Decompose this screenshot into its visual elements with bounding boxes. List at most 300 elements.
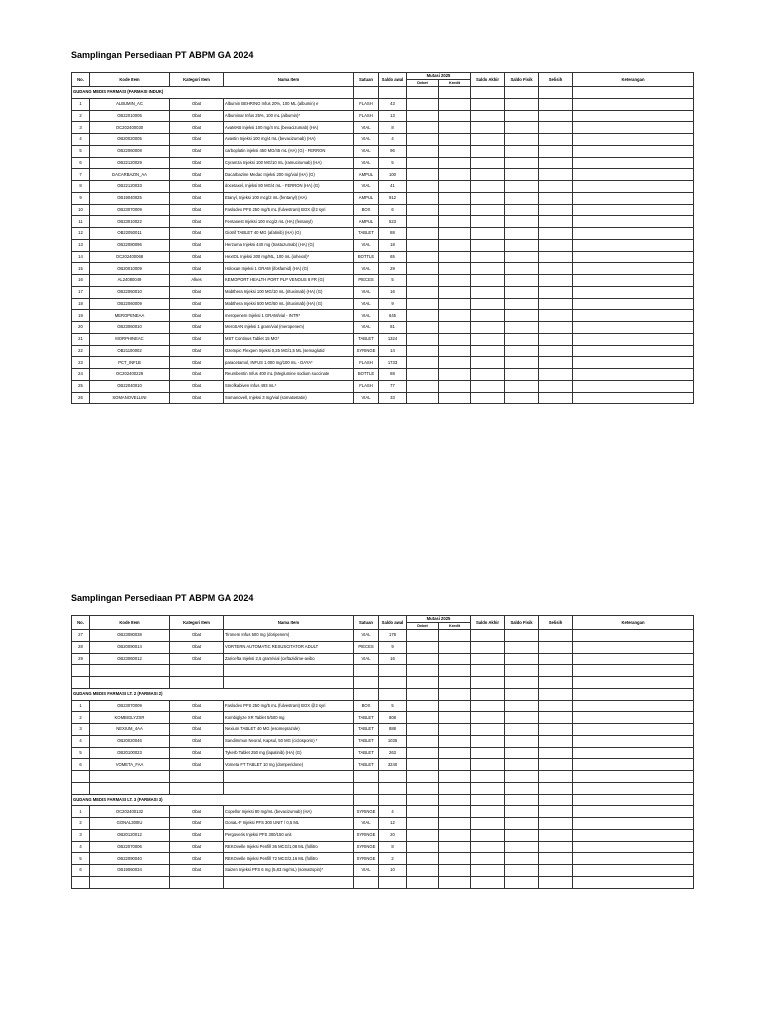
cell-debet [407, 392, 439, 404]
cell-kredit [439, 747, 471, 759]
header-debet: Debet [407, 623, 439, 630]
cell-satuan: TABLET [354, 747, 379, 759]
sheet-page-1 [71, 48, 693, 404]
cell-satuan: TABLET [354, 333, 379, 345]
cell-no: 13 [72, 239, 90, 251]
cell-kode: OB23080038 [90, 630, 170, 642]
cell-kode: OB23070009 [90, 204, 170, 216]
cell-selisih [539, 122, 573, 134]
cell-nama: Mabthera Injeksi 100 MG/10 mL (rituximab) (HA) (G) [224, 286, 354, 298]
cell-no: 4 [72, 841, 90, 853]
cell-kategori: Obat [170, 641, 224, 653]
cell-debet [407, 818, 439, 830]
cell-kategori: Obat [170, 98, 224, 110]
cell-kredit [439, 806, 471, 818]
cell-no: 5 [72, 853, 90, 865]
cell-kredit [439, 134, 471, 146]
cell-kredit [439, 251, 471, 263]
cell-nama: paracetamol, INFUS 1.000 mg/100 mL - DAYA* [224, 357, 354, 369]
cell-selisih [539, 169, 573, 181]
cell-saldo-awal: 16 [379, 286, 407, 298]
cell-saldo-akhir [471, 345, 505, 357]
cell-saldo-awal: 88 [379, 369, 407, 381]
cell-saldo-akhir [471, 653, 505, 665]
cell-kredit [439, 298, 471, 310]
cell-selisih [539, 192, 573, 204]
cell-kode: AL24080049 [90, 275, 170, 287]
cell-selisih [539, 380, 573, 392]
cell-nama: Tykerb Tablet 250 mg (lapatinib) (HA) (G) [224, 747, 354, 759]
cell-nama: Avastin Injeksi 100 mg/4 mL (bevacizumab) (HA) [224, 134, 354, 146]
cell-keterangan [573, 380, 694, 392]
cell-kategori: Obat [170, 181, 224, 193]
table-row [72, 700, 694, 712]
cell-saldo-fisik [505, 98, 539, 110]
cell-saldo-fisik [505, 345, 539, 357]
cell-saldo-akhir [471, 641, 505, 653]
cell-kode: OB20020005 [90, 134, 170, 146]
cell-kode: OB22040010 [90, 380, 170, 392]
cell-satuan: BOTTLE [354, 251, 379, 263]
cell-saldo-fisik [505, 735, 539, 747]
cell-debet [407, 829, 439, 841]
group-label: GUDANG MEDIS FARMASI (FARMASI INDUK) [72, 87, 354, 99]
cell-no: 16 [72, 275, 90, 287]
cell-selisih [539, 630, 573, 642]
cell-kategori: Obat [170, 110, 224, 122]
cell-keterangan [573, 357, 694, 369]
cell-saldo-akhir [471, 853, 505, 865]
cell-satuan: VIAL [354, 865, 379, 877]
cell-saldo-awal: 100 [379, 169, 407, 181]
header-kategori: Kategori Item [170, 73, 224, 87]
header-no: No. [72, 616, 90, 630]
header-saldo-awal: Saldo awal [379, 73, 407, 87]
header-kredit: Kredit [439, 623, 471, 630]
cell-keterangan [573, 204, 694, 216]
cell-selisih [539, 110, 573, 122]
cell-debet [407, 345, 439, 357]
cell-satuan: AMPUL [354, 192, 379, 204]
cell-no: 22 [72, 345, 90, 357]
cell-saldo-akhir [471, 333, 505, 345]
header-saldo-fisik: Saldo Fisik [505, 73, 539, 87]
cell-keterangan [573, 724, 694, 736]
table-row [72, 204, 694, 216]
cell-saldo-awal: 13 [379, 110, 407, 122]
cell-debet [407, 641, 439, 653]
cell-satuan: FLASH [354, 98, 379, 110]
cell-nama: Dacarbazine Medac Injeksi 200 mg/vial (HA) (G) [224, 169, 354, 181]
cell-saldo-awal: 12 [379, 818, 407, 830]
cell-no: 9 [72, 192, 90, 204]
cell-no: 1 [72, 700, 90, 712]
cell-kategori: Obat [170, 310, 224, 322]
cell-debet [407, 134, 439, 146]
cell-no: 3 [72, 829, 90, 841]
cell-no: 3 [72, 724, 90, 736]
table-row [72, 345, 694, 357]
cell-kategori: Obat [170, 192, 224, 204]
cell-nama: AvaMAB Injeksi 100 mg/4 mL (bevacizumab) (HA) [224, 122, 354, 134]
cell-keterangan [573, 333, 694, 345]
cell-kategori: Obat [170, 392, 224, 404]
cell-kategori: Obat [170, 286, 224, 298]
cell-selisih [539, 322, 573, 334]
header-saldo-awal: Saldo awal [379, 616, 407, 630]
cell-no: 5 [72, 747, 90, 759]
cell-kategori: Obat [170, 157, 224, 169]
cell-saldo-awal: 5 [379, 275, 407, 287]
cell-nama: KEMOPORT HEALTH PORT PLP VENOUS 8 FR (G) [224, 275, 354, 287]
empty-row [72, 876, 694, 888]
table-row [72, 298, 694, 310]
cell-saldo-awal: 8 [379, 841, 407, 853]
cell-nama: Zaricefta Injeksi 2,5 gram/vial (ceftazidime-avibo [224, 653, 354, 665]
cell-debet [407, 806, 439, 818]
cell-debet [407, 275, 439, 287]
cell-nama: Kombiglyze XR Tablet 5/500 mg [224, 712, 354, 724]
cell-kategori: Obat [170, 700, 224, 712]
cell-keterangan [573, 853, 694, 865]
table-row [72, 322, 694, 334]
empty-row [72, 782, 694, 794]
cell-selisih [539, 263, 573, 275]
cell-saldo-akhir [471, 192, 505, 204]
group-row [72, 87, 694, 99]
cell-kredit [439, 829, 471, 841]
cell-keterangan [573, 192, 694, 204]
cell-kategori: Obat [170, 841, 224, 853]
cell-selisih [539, 829, 573, 841]
cell-kredit [439, 818, 471, 830]
cell-selisih [539, 853, 573, 865]
cell-keterangan [573, 181, 694, 193]
cell-nama: Vometa FT TABLET 10 mg (domperidone) [224, 759, 354, 771]
cell-debet [407, 251, 439, 263]
cell-debet [407, 333, 439, 345]
cell-nama: Mabthera Injeksi 500 MG/50 mL (rituximab) (HA) (G) [224, 298, 354, 310]
cell-kategori: Obat [170, 298, 224, 310]
cell-saldo-fisik [505, 357, 539, 369]
table-row [72, 841, 694, 853]
cell-selisih [539, 181, 573, 193]
cell-nama: carboplatin injeksi 450 MG/45 mL (HA) (G) - FERRON [224, 145, 354, 157]
cell-saldo-awal: 16 [379, 653, 407, 665]
cell-keterangan [573, 216, 694, 228]
cell-selisih [539, 712, 573, 724]
cell-saldo-akhir [471, 392, 505, 404]
cell-saldo-fisik [505, 818, 539, 830]
cell-kode: OB22070006 [90, 841, 170, 853]
cell-satuan: VIAL [354, 818, 379, 830]
cell-keterangan [573, 286, 694, 298]
cell-kode: OC202400132 [90, 806, 170, 818]
cell-nama: Giotrif TABLET 40 MG (afatinib) (HA) (G) [224, 228, 354, 240]
header-saldo-akhir: Saldo Akhir [471, 73, 505, 87]
cell-kategori: Obat [170, 865, 224, 877]
cell-kode: OB20120012 [90, 829, 170, 841]
table-row [72, 263, 694, 275]
cell-nama: GonaL-F Injeksi PFS 300 UNIT / 0,5 ML [224, 818, 354, 830]
header-satuan: Satuan [354, 616, 379, 630]
cell-selisih [539, 700, 573, 712]
cell-kredit [439, 392, 471, 404]
cell-kredit [439, 700, 471, 712]
cell-no: 24 [72, 369, 90, 381]
table-row [72, 286, 694, 298]
cell-saldo-akhir [471, 228, 505, 240]
cell-keterangan [573, 700, 694, 712]
cell-keterangan [573, 806, 694, 818]
cell-saldo-fisik [505, 192, 539, 204]
cell-kategori: Obat [170, 251, 224, 263]
table-row [72, 357, 694, 369]
cell-kategori: Obat [170, 228, 224, 240]
cell-debet [407, 157, 439, 169]
cell-satuan: VIAL [354, 134, 379, 146]
cell-no: 2 [72, 110, 90, 122]
cell-kategori: Obat [170, 853, 224, 865]
cell-keterangan [573, 392, 694, 404]
cell-nama: Saizen Injeksi PFS 6 mg (5,83 mg/mL) (somatropin)* [224, 865, 354, 877]
table-row [72, 134, 694, 146]
cell-saldo-akhir [471, 134, 505, 146]
cell-kode: KOMBIGLYZXR [90, 712, 170, 724]
cell-saldo-awal: 14 [379, 345, 407, 357]
cell-selisih [539, 345, 573, 357]
cell-kode: MORPHINEAC [90, 333, 170, 345]
cell-saldo-akhir [471, 263, 505, 275]
cell-saldo-fisik [505, 157, 539, 169]
cell-kode: OB20090014 [90, 641, 170, 653]
cell-kode: OC202400229 [90, 369, 170, 381]
cell-satuan: BOTTLE [354, 369, 379, 381]
cell-saldo-awal: 9 [379, 641, 407, 653]
cell-satuan: PIECES [354, 275, 379, 287]
cell-saldo-akhir [471, 712, 505, 724]
cell-saldo-fisik [505, 134, 539, 146]
cell-selisih [539, 735, 573, 747]
table-row [72, 369, 694, 381]
cell-satuan: SYRINGE [354, 853, 379, 865]
header-mutasi: Mutasi 2025 [407, 73, 471, 80]
cell-kredit [439, 853, 471, 865]
cell-saldo-akhir [471, 275, 505, 287]
cell-no: 2 [72, 818, 90, 830]
cell-selisih [539, 216, 573, 228]
cell-debet [407, 110, 439, 122]
cell-saldo-akhir [471, 865, 505, 877]
cell-nama: MeroSAN Injeksi 1 gram/vial (meropenem) [224, 322, 354, 334]
cell-debet [407, 298, 439, 310]
cell-satuan: TABLET [354, 712, 379, 724]
cell-kategori: Obat [170, 759, 224, 771]
cell-satuan: TABLET [354, 228, 379, 240]
cell-no: 28 [72, 641, 90, 653]
cell-kategori: Obat [170, 134, 224, 146]
cell-satuan: AMPUL [354, 169, 379, 181]
cell-satuan: VIAL [354, 122, 379, 134]
cell-saldo-awal: 3240 [379, 759, 407, 771]
cell-saldo-fisik [505, 865, 539, 877]
cell-nama: Etanyl, Injeksi 100 mcg/2 mL (fentanyl) (HA) [224, 192, 354, 204]
cell-nama: docetaxel, Injeksi 80 MG/4 mL - FERRON (HA) (G) [224, 181, 354, 193]
cell-saldo-fisik [505, 322, 539, 334]
cell-satuan: VIAL [354, 157, 379, 169]
cell-saldo-akhir [471, 630, 505, 642]
cell-selisih [539, 286, 573, 298]
header-kode: Kode Item [90, 616, 170, 630]
cell-saldo-awal: 81 [379, 322, 407, 334]
cell-no: 11 [72, 216, 90, 228]
cell-saldo-akhir [471, 181, 505, 193]
cell-kredit [439, 322, 471, 334]
cell-saldo-fisik [505, 712, 539, 724]
cell-kategori: Obat [170, 169, 224, 181]
cell-kategori: Obat [170, 345, 224, 357]
cell-satuan: AMPUL [354, 216, 379, 228]
cell-satuan: BOX [354, 700, 379, 712]
cell-kredit [439, 641, 471, 653]
cell-selisih [539, 134, 573, 146]
cell-kode: OB20020046 [90, 735, 170, 747]
cell-satuan: VIAL [354, 298, 379, 310]
cell-saldo-awal: 1035 [379, 735, 407, 747]
cell-kategori: Obat [170, 735, 224, 747]
cell-saldo-fisik [505, 380, 539, 392]
cell-saldo-fisik [505, 641, 539, 653]
cell-kredit [439, 369, 471, 381]
cell-kode: OB22010005 [90, 110, 170, 122]
cell-selisih [539, 251, 573, 263]
cell-no: 1 [72, 98, 90, 110]
table-row [72, 759, 694, 771]
cell-satuan: VIAL [354, 322, 379, 334]
cell-selisih [539, 747, 573, 759]
cell-keterangan [573, 630, 694, 642]
cell-saldo-awal: 41 [379, 181, 407, 193]
cell-kredit [439, 192, 471, 204]
cell-saldo-akhir [471, 239, 505, 251]
cell-saldo-awal: 9 [379, 298, 407, 310]
cell-saldo-fisik [505, 829, 539, 841]
cell-satuan: PIECES [354, 641, 379, 653]
cell-kode: OB22090040 [90, 853, 170, 865]
cell-satuan: VIAL [354, 310, 379, 322]
cell-satuan: TABLET [354, 759, 379, 771]
cell-kode: OB20010009 [90, 263, 170, 275]
header-nama: Nama Item [224, 616, 354, 630]
cell-selisih [539, 298, 573, 310]
cell-nama: VORTERN AUTOMATIC RESUSCITATOR ADULT [224, 641, 354, 653]
cell-saldo-akhir [471, 157, 505, 169]
cell-kategori: Obat [170, 333, 224, 345]
cell-kredit [439, 122, 471, 134]
cell-satuan: VIAL [354, 181, 379, 193]
cell-saldo-fisik [505, 239, 539, 251]
cell-kredit [439, 357, 471, 369]
cell-no: 18 [72, 298, 90, 310]
cell-nama: REKOvelle Injeksi Penfill 36 MCG/1,08 ML (follitro [224, 841, 354, 853]
cell-saldo-akhir [471, 169, 505, 181]
header-selisih: Selisih [539, 616, 573, 630]
group-label: GUDANG MEDIS FARMASI LT. 3 (FARMASI 3) [72, 794, 354, 806]
cell-kode: MEROPENEAA [90, 310, 170, 322]
cell-nama: Herzuma Injeksi 440 mg (trastuzumab) (HA) (G) [224, 239, 354, 251]
cell-selisih [539, 204, 573, 216]
cell-saldo-akhir [471, 747, 505, 759]
cell-saldo-akhir [471, 700, 505, 712]
cell-keterangan [573, 122, 694, 134]
cell-saldo-awal: 8 [379, 122, 407, 134]
cell-debet [407, 735, 439, 747]
cell-selisih [539, 145, 573, 157]
cell-selisih [539, 98, 573, 110]
cell-satuan: VIAL [354, 263, 379, 275]
cell-selisih [539, 865, 573, 877]
cell-no: 14 [72, 251, 90, 263]
cell-kredit [439, 169, 471, 181]
cell-keterangan [573, 263, 694, 275]
cell-saldo-awal: 29 [379, 263, 407, 275]
cell-saldo-akhir [471, 380, 505, 392]
cell-saldo-awal: 77 [379, 380, 407, 392]
header-saldo-fisik: Saldo Fisik [505, 616, 539, 630]
table-row [72, 216, 694, 228]
cell-saldo-fisik [505, 122, 539, 134]
cell-kode: OB23060010 [90, 322, 170, 334]
cell-saldo-fisik [505, 298, 539, 310]
cell-keterangan [573, 369, 694, 381]
cell-saldo-akhir [471, 818, 505, 830]
cell-kredit [439, 712, 471, 724]
table-row [72, 228, 694, 240]
cell-satuan: BOX [354, 204, 379, 216]
cell-nama: Pergoveris Injeksi PFS 300/150 unit [224, 829, 354, 841]
cell-kategori: Alkes [170, 275, 224, 287]
cell-selisih [539, 841, 573, 853]
cell-nama: Ozempic Flexpen Injeksi 0,25 MG/1,5 ML (semaglutid [224, 345, 354, 357]
table-row [72, 735, 694, 747]
cell-kategori: Obat [170, 829, 224, 841]
cell-kode: OB22080096 [90, 239, 170, 251]
cell-kode: OB22120029 [90, 157, 170, 169]
cell-satuan: FLASH [354, 357, 379, 369]
cell-saldo-fisik [505, 630, 539, 642]
cell-no: 25 [72, 380, 90, 392]
cell-satuan: VIAL [354, 286, 379, 298]
sheet-page-2 [71, 591, 693, 889]
cell-debet [407, 98, 439, 110]
cell-satuan: TABLET [354, 724, 379, 736]
cell-saldo-awal: 6 [379, 204, 407, 216]
cell-debet [407, 630, 439, 642]
cell-keterangan [573, 747, 694, 759]
cell-saldo-fisik [505, 369, 539, 381]
cell-kredit [439, 263, 471, 275]
cell-saldo-akhir [471, 310, 505, 322]
cell-keterangan [573, 818, 694, 830]
cell-kredit [439, 380, 471, 392]
header-no: No. [72, 73, 90, 87]
cell-saldo-fisik [505, 216, 539, 228]
cell-selisih [539, 157, 573, 169]
cell-saldo-fisik [505, 145, 539, 157]
cell-kode: GONAL300IU [90, 818, 170, 830]
cell-debet [407, 192, 439, 204]
header-kategori: Kategori Item [170, 616, 224, 630]
